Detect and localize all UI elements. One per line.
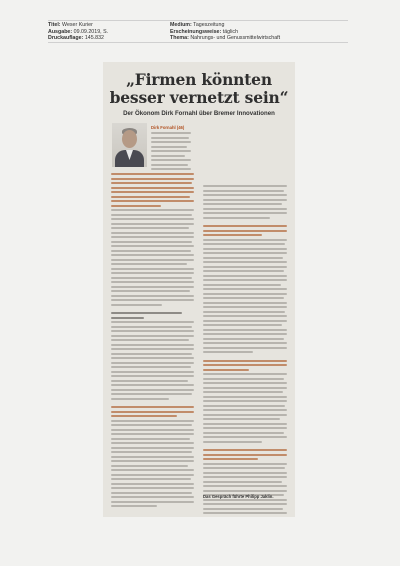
- header-rule-top: [48, 20, 348, 21]
- author-portrait-photo: [112, 123, 147, 167]
- article-subhead: Der Ökonom Dirk Fornahl über Bremer Innovationen: [123, 110, 275, 117]
- article-headline: [103, 71, 295, 107]
- newspaper-clipping: [103, 62, 295, 517]
- article-column-right: [203, 185, 287, 517]
- meta-medium: Medium: Tageszeitung: [170, 22, 225, 28]
- photo-caption: [151, 125, 191, 177]
- meta-topic: Thema: Nahrungs- und Genussmittelwirtschaft: [170, 35, 281, 42]
- header-rule-bottom: [48, 42, 348, 43]
- headline-line-1: „Firmen könnten: [126, 70, 272, 89]
- meta-title: Titel: Weser Kurier: [48, 22, 93, 28]
- meta-circulation: Druckauflage: 145.832: [48, 35, 104, 42]
- meta-edition: Ausgabe: 09.09.2019, S.: [48, 28, 109, 35]
- meta-frequency: Erscheinungsweise: täglich: [170, 28, 239, 35]
- photo-caption-name: Dirk Fornahl (46): [151, 125, 185, 130]
- article-column-left: [111, 173, 194, 510]
- headline-line-2: besser vernetzt sein“: [109, 88, 289, 107]
- interview-credit: Das Gespräch führte Philipp Jaklin.: [203, 494, 274, 499]
